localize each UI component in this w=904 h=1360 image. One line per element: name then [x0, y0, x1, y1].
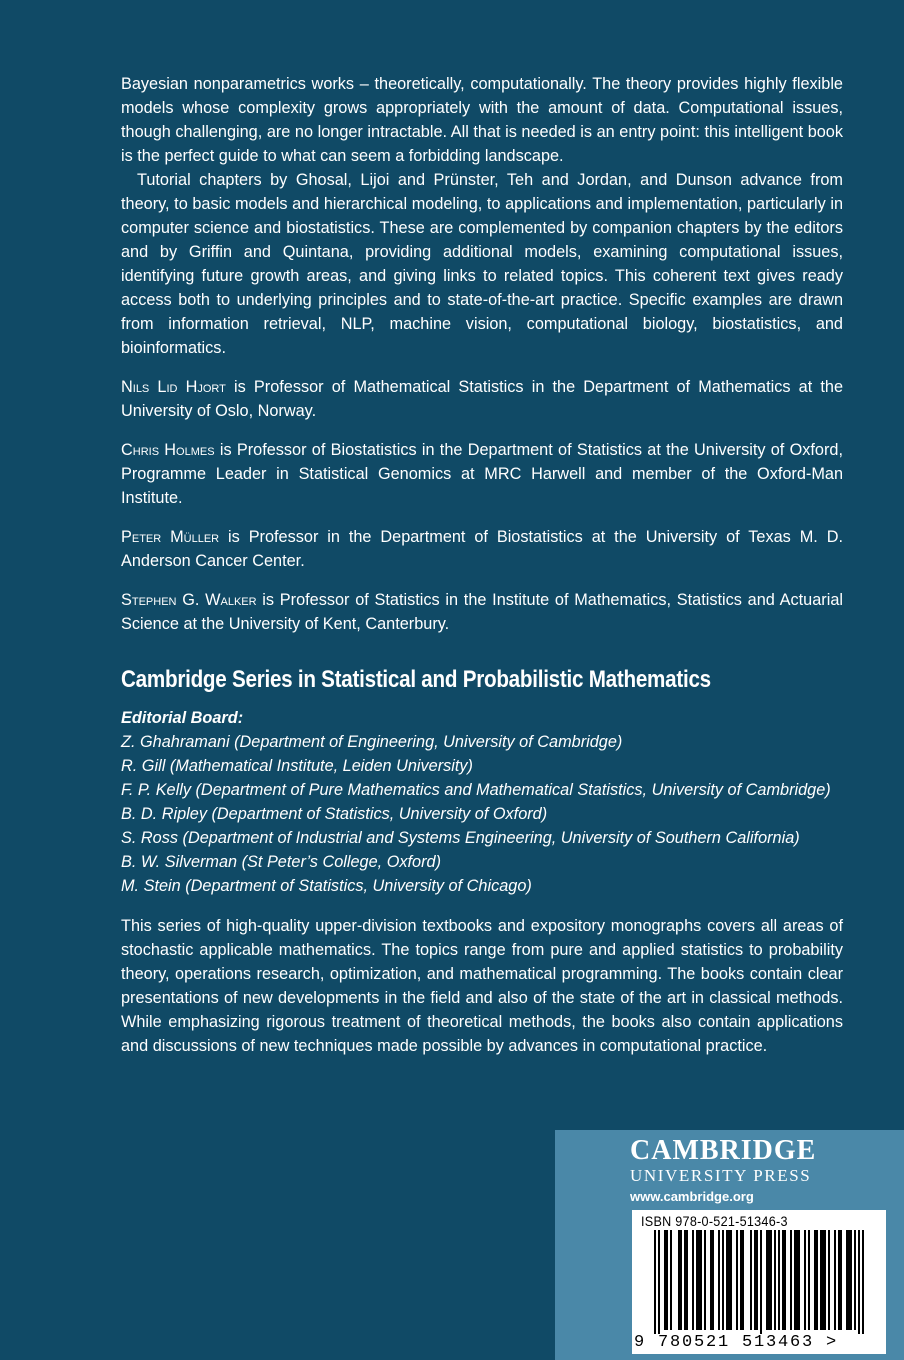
- barcode-bar: [658, 1230, 660, 1334]
- bio-paragraph: [121, 438, 843, 510]
- bio-paragraph: [121, 588, 843, 636]
- barcode-bar: [850, 1230, 852, 1330]
- barcode-bar: [726, 1230, 728, 1330]
- cover-text: [121, 72, 843, 1058]
- board-member: B. W. Silverman (St Peter’s College, Oxford): [121, 853, 441, 871]
- barcode-bar: [728, 1230, 730, 1330]
- barcode-bar: [678, 1230, 680, 1330]
- publisher-logo-name: CAMBRIDGE: [630, 1135, 817, 1166]
- barcode-bar: [666, 1230, 668, 1330]
- barcode-bar: [730, 1230, 732, 1330]
- bio-text: is Professor of Biostatistics in the Department of Statistics at the University of Oxford, Programme Leader in Statistical Genomics at MRC Harwell and member of the Oxford-Man Institute.: [121, 441, 843, 507]
- editor-bios: [121, 375, 843, 636]
- barcode-bar: [670, 1230, 672, 1330]
- barcode-bar: [736, 1230, 738, 1330]
- board-member: F. P. Kelly (Department of Pure Mathematics and Mathematical Statistics, University of Cambridge): [121, 781, 831, 799]
- barcode-bar: [816, 1230, 818, 1330]
- board-member: R. Gill (Mathematical Institute, Leiden University): [121, 757, 473, 775]
- barcode-digits: 9 780521 513463 >: [634, 1333, 839, 1352]
- barcode-bar: [808, 1230, 810, 1330]
- series-description: This series of high-quality upper-division textbooks and expository monographs covers all areas of stochastic applicable mathematics. The topics range from pure and applied statistics to probability theory, operations research, optimization, and mathematical programming. The books contain clear presentations of new developments in the field and also of the state of the art in classical methods. While emphasizing rigorous treatment of theoretical methods, the books also contain applications and discussions of new techniques made possible by advances in computational practice.: [121, 917, 843, 1055]
- barcode-bar: [858, 1230, 860, 1334]
- board-member: B. D. Ripley (Department of Statistics, University of Oxford): [121, 805, 548, 823]
- publisher-panel: [555, 1130, 904, 1360]
- isbn-label: ISBN 978-0-521-51346-3: [641, 1213, 788, 1229]
- intro-paragraph-2: Tutorial chapters by Ghosal, Lijoi and Prünster, Teh and Jordan, and Dunson advance from theory, to basic models and hierarchical modeling, to applications and implementation, particularly in computer science and biostatistics. These are complemented by companion chapters by the editors and by Griffin and Quintana, providing additional models, examining computational issues, identifying future growth areas, and giving links to related topics. This coherent text gives ready access both to underlying principles and to state-of-the-art practice. Specific examples are drawn from information retrieval, NLP, machine vision, computational biology, biostatistics, and bioinformatics.: [121, 171, 843, 357]
- barcode-bar: [718, 1230, 720, 1330]
- barcode-bar: [684, 1230, 686, 1330]
- editorial-board-heading: Editorial Board:: [121, 709, 244, 727]
- barcode-bar: [756, 1230, 758, 1330]
- barcode-bar: [814, 1230, 816, 1330]
- barcode-bars: [632, 1230, 886, 1334]
- publisher-logo-subtitle: UNIVERSITY PRESS: [630, 1166, 812, 1185]
- series-title: Cambridge Series in Statistical and Probabilistic Mathematics: [121, 666, 711, 693]
- barcode-bar: [784, 1230, 786, 1330]
- barcode-bar: [696, 1230, 698, 1330]
- barcode-bar: [846, 1230, 848, 1330]
- barcode-bar: [740, 1230, 742, 1330]
- barcode-bar: [790, 1230, 792, 1330]
- barcode-bar: [824, 1230, 826, 1330]
- barcode-bar: [692, 1230, 694, 1330]
- barcode-bar: [854, 1230, 856, 1330]
- barcode-bar: [768, 1230, 770, 1330]
- barcode-bar: [798, 1230, 800, 1330]
- bio-text: is Professor of Statistics in the Institute of Mathematics, Statistics and Actuarial Science at the University of Kent, Canterbury.: [121, 591, 843, 633]
- barcode-bar: [754, 1230, 756, 1330]
- barcode-bar: [804, 1230, 806, 1330]
- bio-name: Chris Holmes: [121, 441, 215, 459]
- barcode-bar: [700, 1230, 702, 1330]
- bio-paragraph: [121, 525, 843, 573]
- intro-paragraph-1: Bayesian nonparametrics works – theoretically, computationally. The theory provides highly flexible models whose complexity grows appropriately with the amount of data. Computational issues, though challenging, are no longer intractable. All that is needed is an entry point: this intelligent book is the perfect guide to what can seem a forbidding landscape.: [121, 75, 843, 165]
- barcode-bar: [820, 1230, 822, 1330]
- barcode-bar: [840, 1230, 842, 1330]
- barcode-bar: [862, 1230, 864, 1334]
- editorial-board: [121, 706, 843, 898]
- barcode-bar: [698, 1230, 700, 1330]
- isbn-barcode: [632, 1210, 886, 1354]
- barcode-bar: [760, 1230, 762, 1334]
- board-member: S. Ross (Department of Industrial and Systems Engineering, University of Southern California): [121, 829, 800, 847]
- bio-paragraph: [121, 375, 843, 423]
- barcode-bar: [838, 1230, 840, 1330]
- barcode-bar: [742, 1230, 744, 1330]
- publisher-url[interactable]: www.cambridge.org: [630, 1189, 754, 1204]
- barcode-bar: [774, 1230, 776, 1330]
- barcode-bar: [828, 1230, 830, 1330]
- barcode-bar: [704, 1230, 706, 1330]
- barcode-bar: [796, 1230, 798, 1330]
- barcode-bar: [766, 1230, 768, 1330]
- barcode-bar: [822, 1230, 824, 1330]
- bio-text: is Professor in the Department of Biostatistics at the University of Texas M. D. Anderson Cancer Center.: [121, 528, 843, 570]
- barcode-bar: [664, 1230, 666, 1330]
- barcode-bar: [680, 1230, 682, 1330]
- barcode-bar: [750, 1230, 752, 1330]
- bio-name: Nils Lid Hjort: [121, 378, 226, 396]
- board-member: Z. Ghahramani (Department of Engineering, University of Cambridge): [121, 733, 623, 751]
- barcode-bar: [654, 1230, 656, 1334]
- barcode-bar: [770, 1230, 772, 1330]
- barcode-bar: [834, 1230, 836, 1330]
- board-member: M. Stein (Department of Statistics, University of Chicago): [121, 877, 532, 895]
- barcode-bar: [778, 1230, 780, 1330]
- bio-text: is Professor of Mathematical Statistics in the Department of Mathematics at the University of Oslo, Norway.: [121, 378, 843, 420]
- barcode-bar: [848, 1230, 850, 1330]
- barcode-bar: [722, 1230, 724, 1330]
- barcode-bar: [686, 1230, 688, 1330]
- barcode-bar: [712, 1230, 714, 1330]
- bio-name: Stephen G. Walker: [121, 591, 257, 609]
- barcode-bar: [782, 1230, 784, 1330]
- barcode-bar: [794, 1230, 796, 1330]
- bio-name: Peter Müller: [121, 528, 220, 546]
- barcode-bar: [710, 1230, 712, 1330]
